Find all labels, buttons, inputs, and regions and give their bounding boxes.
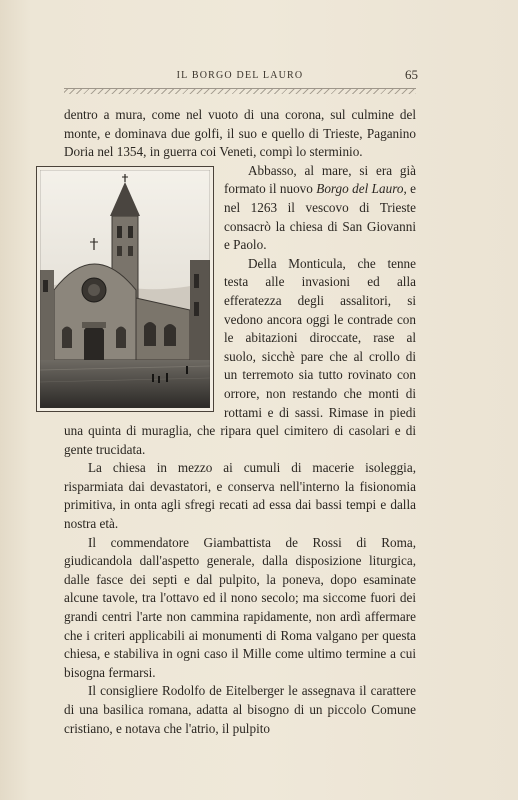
paragraph-3: Della Monticula, che tenne testa alle invasioni ed alla efferatezza degli assalitori, si vedono ancora oggi le contrade con le abitazioni diroccate, rase al suolo, sicchè pare che al crollo di un terremoto sia tutto rovinato con orrore, non restando che monti di rottami e di sassi. Rimase in piedi una quinta di muraglia, che ripara quel cimitero di casolari e di gente trucidata. [64, 255, 416, 457]
paragraph-2: Abbasso, al mare, si era già formato il nuovo Borgo del Lauro, e nel 1263 il vescovo di Trieste consacrò la chiesa di San Giovanni e Paolo. [224, 162, 416, 253]
church-engraving-icon [40, 170, 210, 408]
place-name-italic: Borgo del Lauro [316, 181, 404, 197]
church-illustration [36, 166, 214, 412]
running-header: IL BORGO DEL LAURO [176, 70, 304, 81]
paragraph-6: Il consigliere Rodolfo de Eitelberger le assegnava il carattere di una basilica romana, adatta al bisogno di un piccolo Comune cristiano, e notava che l'atrio, il pulpito [64, 683, 416, 736]
paragraph-5: Il commendatore Giambattista de Rossi di Roma, giudicandola dall'aspetto generale, dalla disposizione liturgica, dalle fasce dei septi e dal pulpito, la poneva, dopo esaminate alcune tavole, tra l'ottavo ed il nono secolo; ma siccome fuori dei grandi centri l'arte non cammina rapidamente, non ardì affermare che i criteri applicabili ai monumenti di Roma valgano per questa chiesa, e stabiliva in ogni caso il Mille come ultimo termine a cui bisogna fermarsi. [64, 534, 416, 680]
page-number: 65 [405, 67, 418, 82]
body-text [64, 106, 416, 738]
header-rule [64, 88, 416, 94]
paragraph-4: La chiesa in mezzo ai cumuli di macerie isoleggia, risparmiata dai devastatori, e conserva nell'interno la fisionomia primitiva, in onta agli sfregi recati ad essa dai bassi tempi e dalla nostra età. [64, 460, 416, 532]
paragraph-1: dentro a mura, come nel vuoto di una corona, sul culmine del monte, e dominava due golfi, il suo e quello di Trieste, Paganino Doria nel 1354, in guerra coi Veneti, compì lo sterminio. [64, 107, 416, 160]
